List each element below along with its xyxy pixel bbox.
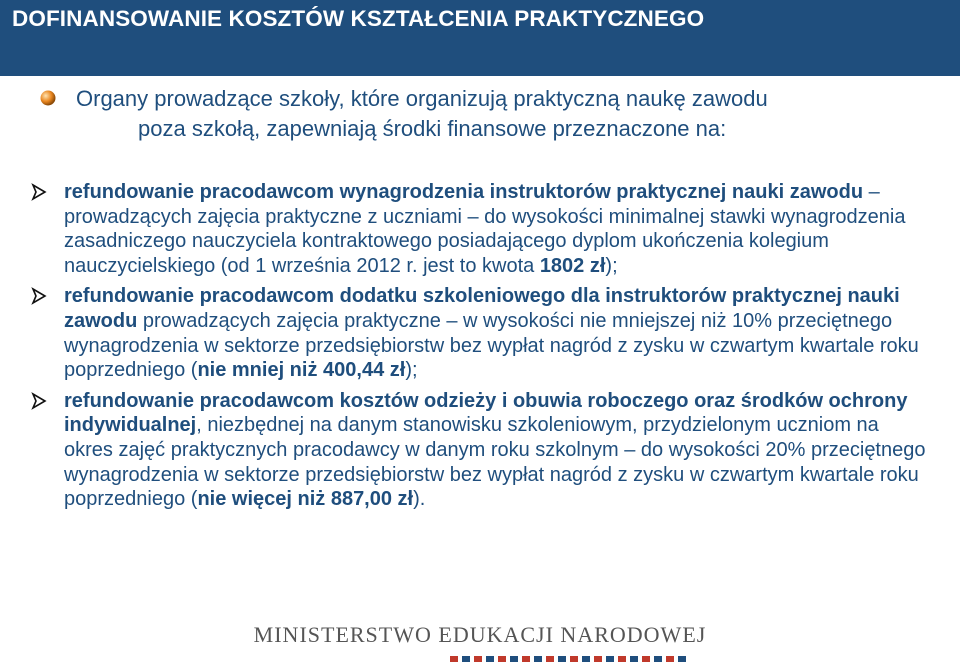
list-item-text: – prowadzących zajęcia praktyczne z uczniami – do wysokości minimalnej stawki wynagrodzenia zasadniczego nauczyciela kontraktowego posiadającego dyplom ukończenia kolegium nauczycielskiego (od 1 września 2012 r. jest to kwota [64,181,906,277]
slide-title: DOFINANSOWANIE KOSZTÓW KSZTAŁCENIA PRAKTYCZNEGO [12,6,705,31]
list-item [30,284,930,382]
list-item-bold: refundowanie pracodawcom kosztów odzieży i obuwia roboczego oraz środków ochrony indywidualnej [64,389,908,437]
list-item-end: ); [605,254,618,277]
funding-list [30,180,930,518]
arrow-bullet-icon [30,392,48,410]
list-item [30,389,930,512]
ministry-logo-text: MINISTERSTWO EDUKACJI NARODOWEJ [253,622,707,647]
orange-sphere-bullet-icon [40,90,56,106]
slide-header [0,0,960,76]
list-item-bold: refundowanie pracodawcom wynagrodzenia instruktorów praktycznej nauki zawodu [64,181,864,203]
logo-decoration [450,656,690,662]
list-item-bold: refundowanie pracodawcom dodatku szkoleniowego dla instruktorów praktycznej nauki zawodu [64,285,900,332]
list-item-end: ); [405,359,418,382]
list-item-amount: nie więcej niż 887,00 zł [197,488,414,511]
arrow-bullet-icon [30,183,48,201]
list-item-amount: nie mniej niż 400,44 zł [197,359,406,382]
intro-line-2: poza szkołą, zapewniają środki finansowe przeznaczone na: [138,116,727,141]
intro-paragraph [38,84,918,144]
list-item-text: prowadzących zajęcia praktyczne – w wysokości nie mniejszej niż 10% przeciętnego wynagrodzenia w sektorze przedsiębiorstw bez wypłat nagród z zysku w czwartym kwartale roku poprzedniego ( [64,309,919,382]
intro-line-1: Organy prowadzące szkoły, które organizują praktyczną naukę zawodu [76,86,768,111]
arrow-bullet-icon [30,287,48,305]
list-item-text: , niezbędnej na danym stanowisku szkoleniowym, przydzielonym uczniom na okres zajęć praktycznych pracodawcy w danym roku szkolnym – do wysokości 20% przeciętnego wynagrodzenia w sektorze przedsiębiorstw bez wypłat nagród z zysku w czwartym kwartale roku poprzedniego ( [64,414,926,511]
list-item-amount: 1802 zł [539,254,606,277]
list-item [30,180,930,278]
list-item-end: ). [413,488,426,511]
